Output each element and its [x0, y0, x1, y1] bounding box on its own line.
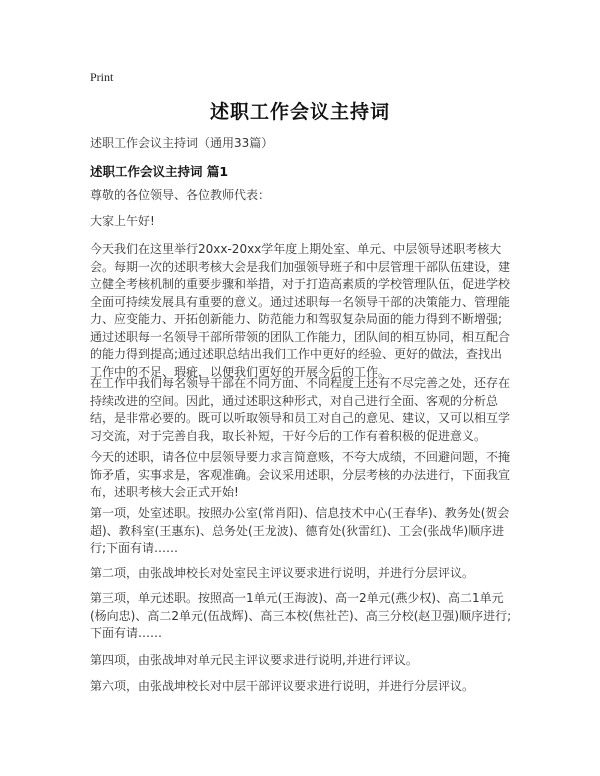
document-title: 述职工作会议主持词: [209, 101, 390, 123]
agenda-item-1: 第一项，处室述职。按照办公室(常肖阳)、信息技术中心(王春华)、教务处(贺会超)、教科室(王惠东)、总务处(王龙波)、德育处(狄雷红)、工会(张战华)顺序进行;下面有请……: [90, 506, 510, 555]
print-link[interactable]: Print: [90, 70, 114, 84]
greeting: 大家上午好!: [90, 214, 155, 228]
section-heading: 述职工作会议主持词 篇1: [90, 164, 229, 179]
document-subtitle: 述职工作会议主持词（通用33篇）: [90, 136, 274, 150]
agenda-item-2: 第二项，由张战坤校长对处室民主评议要求进行说明，并进行分层评议。: [90, 566, 475, 580]
paragraph-improvement: 在工作中我们每名领导干部在不同方面、不同程度上还有不尽完善之处，还存在持续改进的空间。因此，通过述职这种形式，对自己进行全面、客观的分析总结，是非常必要的。既可以听取领导和员工对自己的意见、建议，又可以相互学习交流，对于完善自我，取长补短，干好今后的工作有着积极的促进意义。: [90, 376, 511, 443]
paragraph-opening: 今天我们在这里举行20xx-20xx学年度上期处室、单元、中层领导述职考核大会。每期一次的述职考核大会是我们加强领导班子和中层管理干部队伍建设，建立健全考核机制的重要步骤和举措，对于打造高素质的学校管理队伍，促进学校全面可持续发展具有重要的意义。通过述职每一名领导干部的决策能力、管理能力、应变能力、开拓创新能力、防范能力和驾驭复杂局面的能力得到不断增强;通过述职每一名领导干部所带领的团队工作能力，团队间的相互协同，相互配合的能力得到提高;通过述职总结出我们工作中更好的经验、更好的做法，查找出工作中的不足、瑕疵，以便我们更好的开展今后的工作。: [90, 242, 511, 379]
agenda-item-3: 第三项，单元述职。按照高一1单元(王海波)、高一2单元(燕少权)、高二1单元(杨向忠)、高二2单元(伍战辉)、高三本校(焦社芒)、高三分校(赵卫强)顺序进行;下面有请……: [90, 591, 512, 640]
agenda-item-6: 第六项，由张战坤校长对中层干部评议要求进行说明，并进行分层评议。: [90, 679, 475, 693]
agenda-item-4: 第四项，由张战坤对单元民主评议要求进行说明,并进行评议。: [90, 653, 418, 667]
salutation: 尊敬的各位领导、各位教师代表：: [90, 188, 271, 202]
paragraph-instructions: 今天的述职，请各位中层领导要力求言简意赅，不夸大成绩，不回避问题，不掩饰矛盾，实事求是，客观准确。会议采用述职，分层考核的办法进行，下面我宣布，述职考核大会正式开始!: [90, 450, 511, 499]
